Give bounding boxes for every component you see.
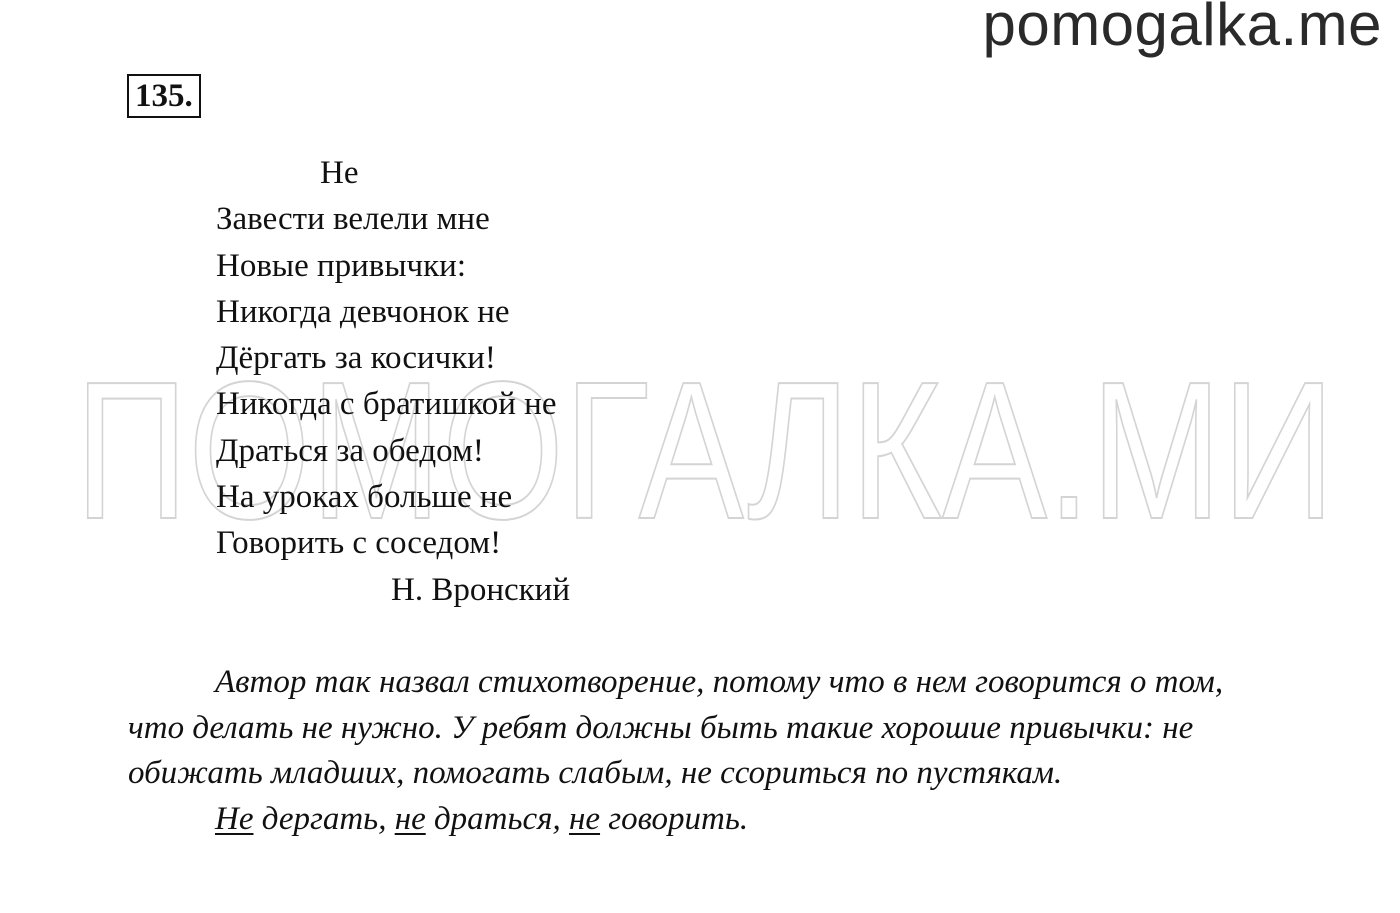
poem-author: Н. Вронский — [391, 571, 571, 608]
underlined-ne: не — [394, 800, 426, 837]
task-number: 135. — [127, 74, 201, 118]
answer-text — [128, 660, 1308, 842]
underlined-ne: Не — [215, 800, 254, 837]
answer-word: дергать, — [253, 800, 395, 837]
poem-line: Новые привычки: — [216, 247, 467, 284]
poem-line: Говорить с соседом! — [216, 525, 502, 562]
poem-line: Никогда девчонок не — [216, 293, 510, 330]
poem-line: Дёргать за косички! — [216, 340, 496, 377]
answer-word: говорить. — [600, 800, 749, 837]
answer-final-line — [128, 797, 1308, 843]
answer-line: что делать не нужно. У ребят должны быть такие хорошие привычки: не — [128, 709, 1194, 746]
site-name: pomogalka.me — [982, 0, 1382, 58]
answer-line: Автор так назвал стихотворение, потому что в нем говорится о том, — [215, 664, 1224, 700]
watermark-text: ПОМОГАЛКА.МИ — [75, 368, 1335, 528]
answer-line: обижать младших, помогать слабым, не ссориться по пустякам. — [128, 755, 1063, 791]
poem-line: Завести велели мне — [216, 201, 490, 238]
poem-line: Драться за обедом! — [216, 432, 484, 469]
poem-line: На уроках больше не — [216, 479, 513, 516]
poem-title: Не — [320, 155, 359, 191]
poem — [216, 150, 570, 613]
poem-line: Никогда с братишкой не — [216, 386, 557, 423]
answer-word: драться, — [425, 800, 570, 837]
underlined-ne: не — [569, 800, 601, 837]
